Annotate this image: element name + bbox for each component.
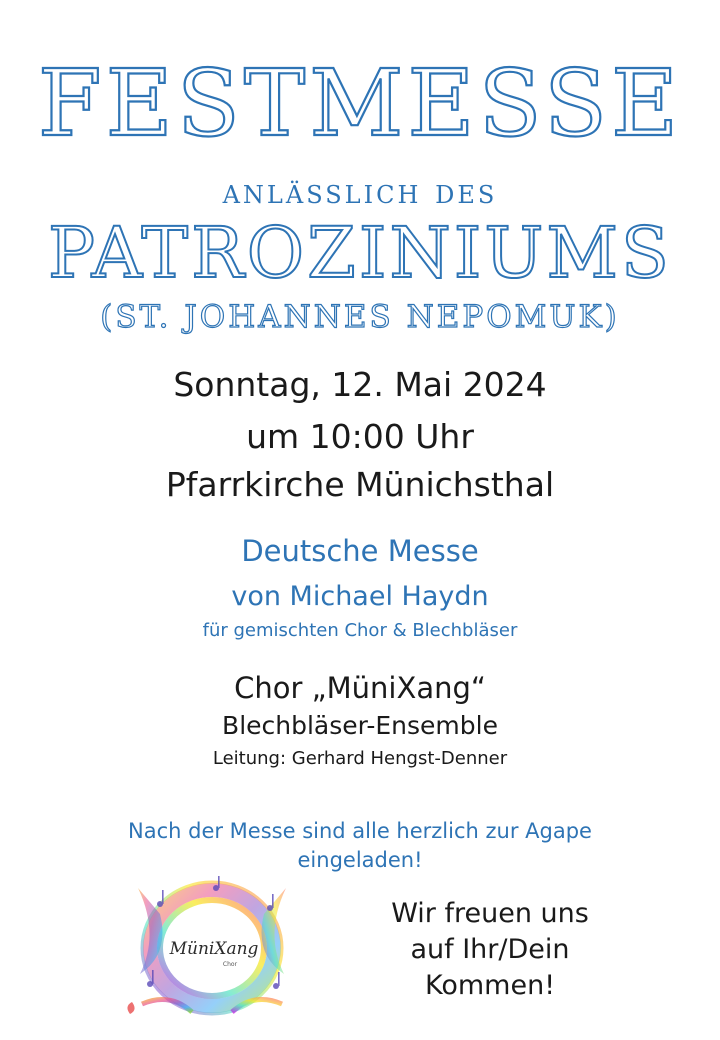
munixang-choir-logo [120, 874, 300, 1024]
event-time: um 10:00 Uhr [246, 417, 474, 456]
poster-subtitle-intro: anlässlich des [222, 172, 498, 212]
performer-conductor: Leitung: Gerhard Hengst-Denner [212, 748, 508, 769]
logo-tagline: Chor [222, 961, 238, 968]
performer-choir: Chor „MüniXang“ [234, 671, 486, 705]
poster-saint: (ST. JOHANNES NEPOMUK) [100, 299, 620, 335]
work-scoring: für gemischten Chor & Blechbläser [202, 620, 518, 641]
poster-title: FESTMESSE [37, 50, 683, 157]
work-composer: von Michael Haydn [231, 581, 489, 612]
poster-occasion: PATROZINIUMS [48, 212, 672, 294]
closing-message [370, 896, 610, 1004]
closing-line-3: Kommen! [424, 970, 556, 1001]
event-place: Pfarrkirche Münichsthal [165, 465, 555, 504]
performer-ensemble: Blechbläser-Ensemble [222, 711, 498, 740]
logo-name: MüniXang [169, 939, 259, 959]
closing-line-1: Wir freuen uns [391, 898, 589, 929]
closing-line-2: auf Ihr/Dein [410, 934, 570, 965]
agape-invitation-line-1: Nach der Messe sind alle herzlich zur Agape [128, 819, 592, 843]
work-title: Deutsche Messe [241, 534, 479, 568]
event-date: Sonntag, 12. Mai 2024 [173, 365, 547, 404]
agape-invitation-line-2: eingeladen! [297, 848, 423, 872]
